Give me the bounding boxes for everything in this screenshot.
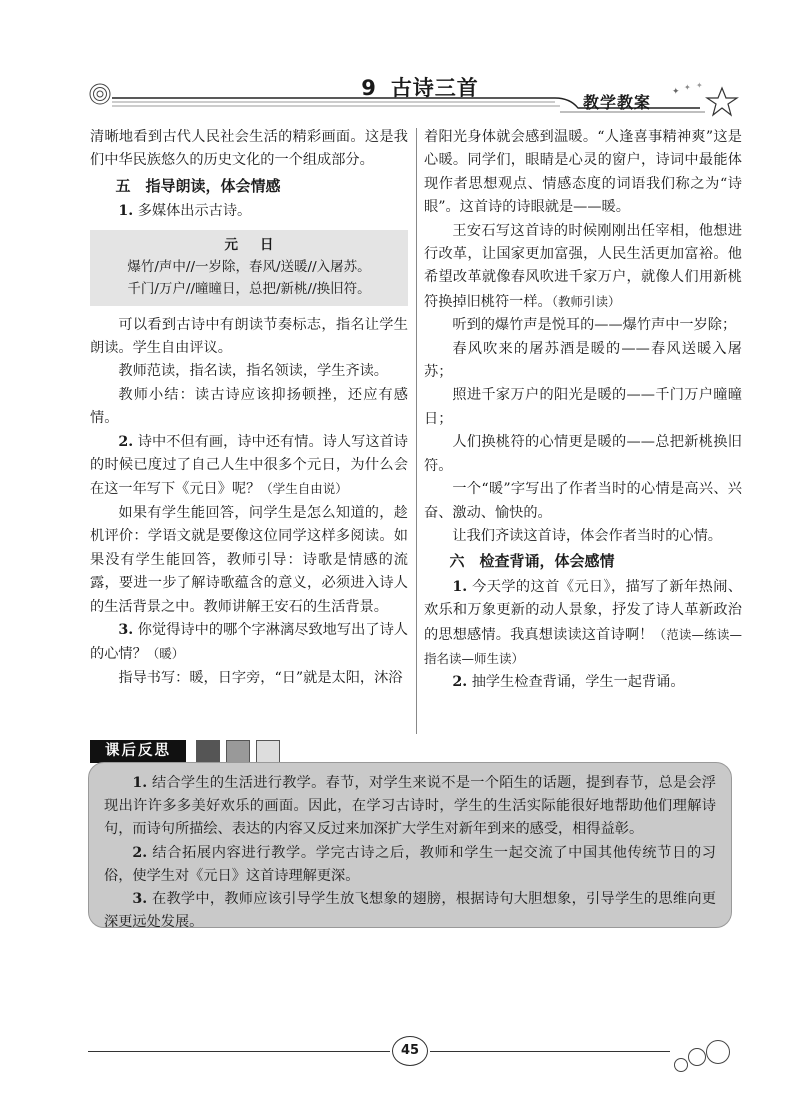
paragraph: 可以看到古诗中有朗读节奏标志，指名让学生朗读。学生自由评议。	[90, 316, 408, 357]
lesson-number: 9	[361, 76, 377, 100]
paragraph: 照进千家万户的阳光是暖的——千门万户曈曈日；	[424, 387, 742, 427]
spiral-icon	[88, 82, 112, 106]
edition-label: 教学教案	[583, 93, 652, 112]
step-number: 1.	[118, 203, 134, 220]
reflection-tag: 课后反思	[90, 740, 186, 763]
step-note: （暖）	[146, 646, 185, 662]
svg-text:✦: ✦	[672, 87, 680, 97]
left-column	[90, 126, 408, 690]
paragraph: 指导书写：暖，日字旁，“日”就是太阳，沐浴	[118, 669, 403, 686]
bubble-icon	[674, 1058, 688, 1072]
paragraph	[424, 220, 742, 315]
section-heading-6: 六 检查背诵，体会感情	[449, 552, 615, 571]
paragraph: 一个“暖”字写出了作者当时的心情是高兴、兴奋、激动、愉快的。	[424, 481, 742, 521]
paragraph: 让我们齐读这首诗，体会作者当时的心情。	[452, 527, 722, 544]
paragraph-text: 王安石写这首诗的时候刚刚出任宰相，他想进行改革，让国家更加富强，人民生活更加富裕。他希望改革就像春风吹进千家万户，就像人们用新桃符换掉旧桃符一样。	[424, 222, 742, 310]
reflection-item-number: 3.	[132, 891, 148, 908]
step-number: 1.	[452, 578, 468, 595]
bubble-icon	[688, 1048, 706, 1066]
reflection-item-text: 结合学生的生活进行教学。春节，对学生来说不是一个陌生的话题，提到春节，总是会浮现出许许多多美好欢乐的画面。因此，在学习古诗时，学生的生活实际能很好地帮助他们理解诗句，而诗句所描绘、表达的内容又反过来加深扩大学生对新年到来的感受，相得益彰。	[104, 775, 716, 838]
paragraph-note: （教师引读）	[551, 293, 621, 309]
step-item	[90, 200, 408, 223]
reflection-box	[88, 762, 732, 931]
reflection-item	[104, 772, 716, 842]
svg-text:✦: ✦	[684, 83, 691, 92]
footer-rule-left	[88, 1051, 390, 1052]
right-column	[424, 126, 742, 695]
step-text: 诗中不但有画，诗中还有情。诗人写这首诗的时候已度过了自己人生中很多个元日，为什么会在这一年写下《元日》呢？	[90, 433, 408, 498]
step-text: 今天学的这首《元日》，描写了新年热闹、欢乐和万象更新的动人景象，抒发了诗人革新政治的思想感情。我真想读读这首诗啊！	[424, 578, 742, 643]
step-text: 抽学生检查背诵，学生一起背诵。	[467, 674, 685, 691]
reflection-item	[104, 888, 716, 934]
step-text: 你觉得诗中的哪个字淋漓尽致地写出了诗人的心情？	[90, 621, 408, 663]
step-text: 多媒体出示古诗。	[133, 203, 252, 220]
paragraph: 清晰地看到古代人民社会生活的精彩画面。这是我们中华民族悠久的历史文化的一个组成部分。	[90, 129, 408, 169]
step-number: 2.	[452, 674, 468, 691]
step-number: 3.	[118, 621, 134, 638]
paragraph: 听到的爆竹声是悦耳的——爆竹声中一岁除；	[452, 317, 737, 334]
paragraph: 着阳光身体就会感到温暖。“人逢喜事精神爽”这是心暖。同学们，眼睛是心灵的窗户，诗词中最能体现作者思想观点、情感态度的词语我们称之为“诗眼”。这首诗的诗眼就是——暖。	[424, 129, 742, 216]
step-item	[90, 431, 408, 502]
column-divider	[416, 128, 417, 734]
reflection-item	[104, 842, 716, 888]
paragraph: 教师范读，指名读，指名领读，学生齐读。	[118, 363, 388, 380]
reflection-item-number: 2.	[132, 844, 148, 861]
page-header	[0, 60, 800, 120]
section-heading-5: 五 指导朗读，体会情感	[115, 176, 281, 195]
footer-rule-right	[430, 1051, 670, 1052]
poem-box	[90, 230, 408, 306]
page-number: 45	[392, 1036, 428, 1066]
step-number: 2.	[118, 433, 134, 450]
paragraph: 教师小结：读古诗应该抑扬顿挫，还应有感情。	[90, 386, 408, 427]
paragraph: 春风吹来的屠苏酒是暖的——春风送暖入屠苏；	[424, 340, 742, 381]
step-item	[424, 576, 742, 672]
step-note: （范读—练读—指名读—师生读）	[424, 626, 742, 666]
paragraph: 人们换桃符的心情更是暖的——总把新桃换旧符。	[424, 434, 742, 474]
bubble-icon	[706, 1040, 730, 1064]
lesson-title	[300, 72, 540, 102]
stars-icon	[672, 80, 742, 120]
step-item	[424, 671, 742, 694]
poem-title: 元日	[224, 236, 296, 253]
reflection-item-text: 在教学中，教师应该引导学生放飞想象的翅膀，根据诗句大胆想象，引导学生的思维向更深更远处发展。	[104, 891, 716, 931]
paragraph: 如果有学生能回答，问学生是怎么知道的，趁机评价：学语文就是要像这位同学这样多阅读。如果没有学生能回答，教师引导：诗歌是情感的流露，要进一步了解诗歌蕴含的意义，必须进入诗人的生活背景之中。教师讲解王安石的生活背景。	[90, 504, 408, 615]
step-note: （学生自由说）	[260, 481, 348, 497]
svg-text:✦: ✦	[696, 81, 703, 90]
step-item	[90, 619, 408, 667]
reflection-item-number: 1.	[132, 775, 148, 791]
reflection-item-text: 结合拓展内容进行教学。学完古诗之后，教师和学生一起交流了中国其他传统节日的习俗，使学生对《元日》这首诗理解更深。	[104, 844, 716, 884]
poem-line: 爆竹/声中//一岁除，春风/送暖//入屠苏。	[127, 258, 371, 275]
poem-line: 千门/万户//曈曈日，总把/新桃//换旧符。	[127, 280, 371, 297]
lesson-title-text: 古诗三首	[390, 76, 479, 100]
